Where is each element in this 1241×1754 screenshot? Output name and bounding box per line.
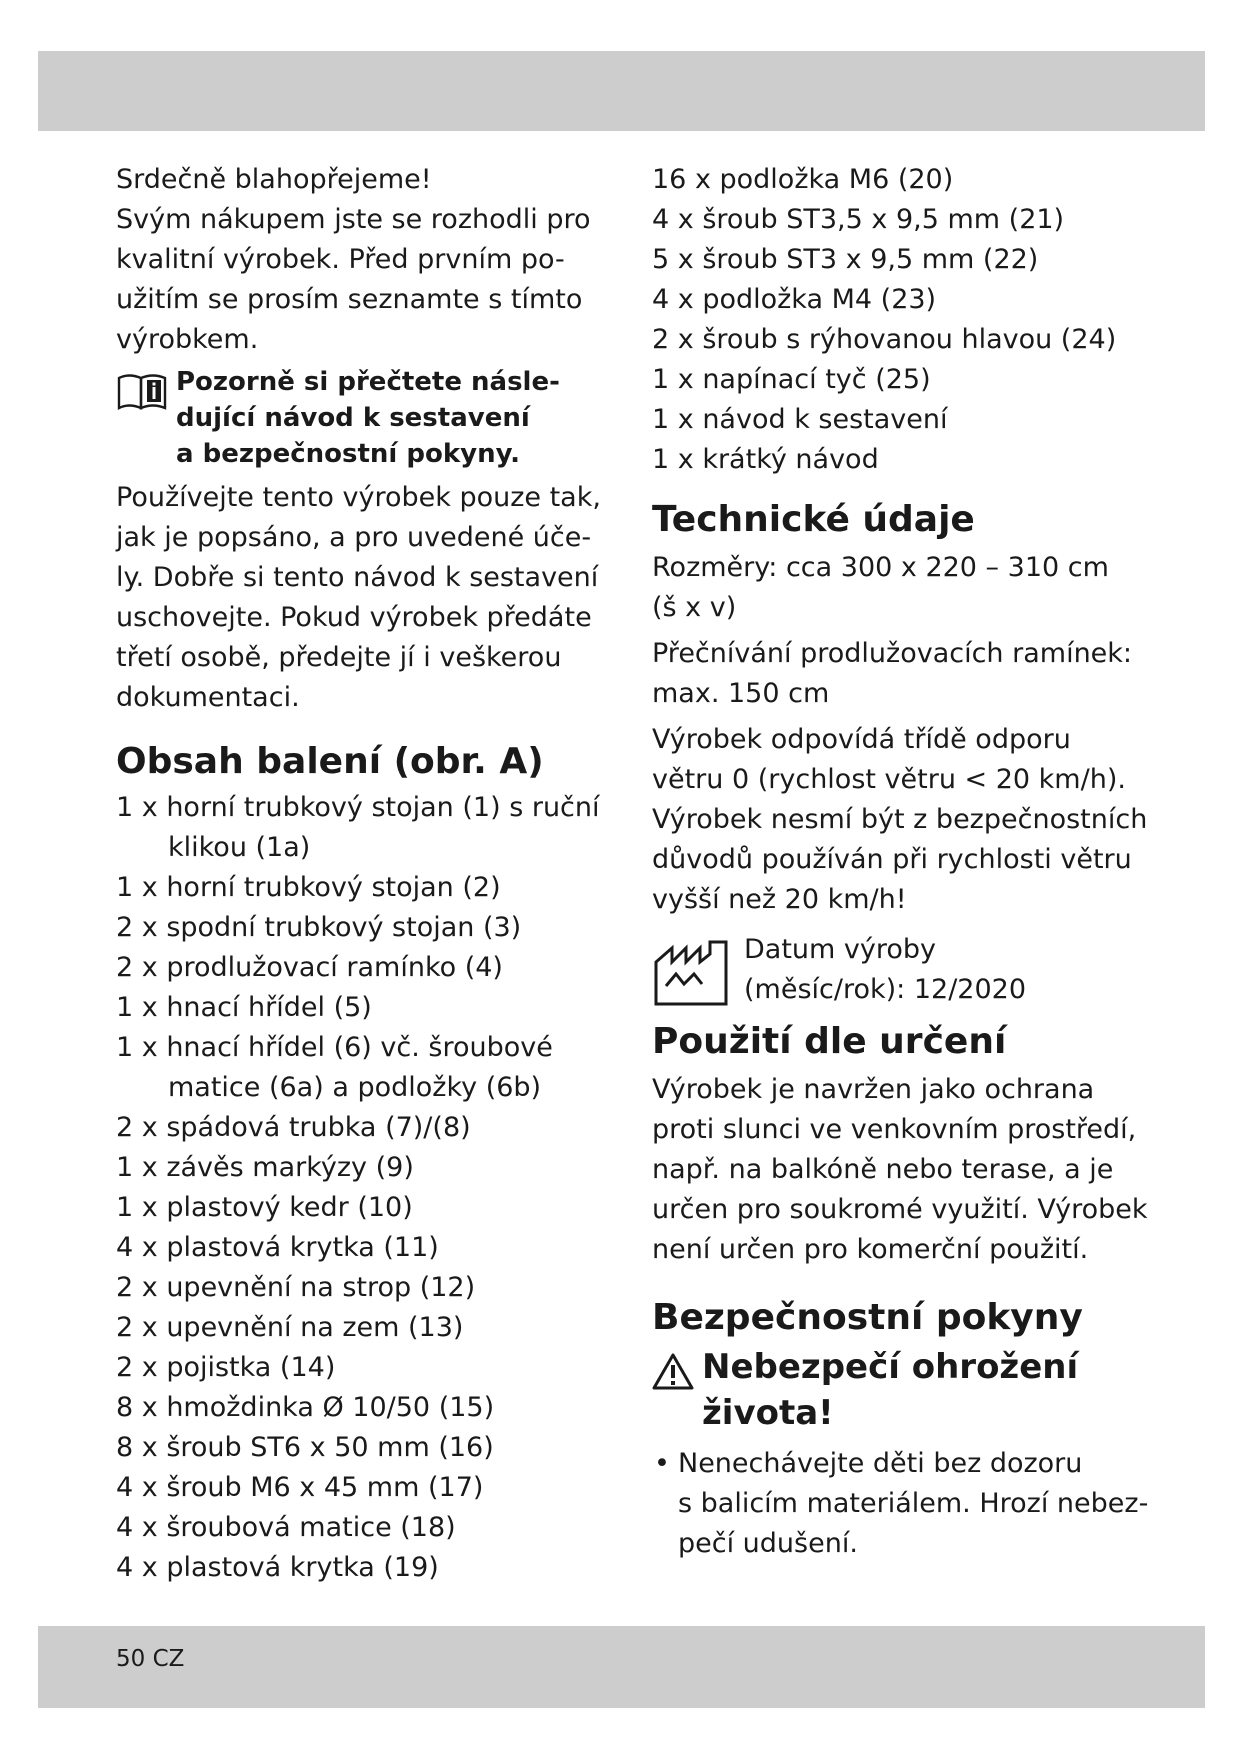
intro-line: výrobkem. [116, 324, 259, 355]
list-item: 1 x závěs markýzy (9) [116, 1152, 414, 1183]
list-item: 4 x šroub M6 x 45 mm (17) [116, 1472, 484, 1503]
list-item: 1 x krátký návod [652, 444, 879, 475]
danger-line: života! [702, 1393, 834, 1433]
manual-info-icon [116, 372, 168, 410]
list-item: 1 x návod k sestavení [652, 404, 948, 435]
package-list [116, 788, 606, 1588]
intended-line: určen pro soukromé využití. Výrobek [652, 1194, 1148, 1225]
bullet-line: pečí udušení. [678, 1528, 858, 1559]
list-item: 2 x spodní trubkový stojan (3) [116, 912, 522, 943]
list-item: 4 x podložka M4 (23) [652, 284, 937, 315]
intended-line: není určen pro komerční použití. [652, 1234, 1089, 1265]
intro-line: užitím se prosím seznamte s tímto [116, 284, 583, 315]
list-item: 8 x šroub ST6 x 50 mm (16) [116, 1432, 494, 1463]
list-item: 8 x hmoždinka Ø 10/50 (15) [116, 1392, 495, 1423]
warning-triangle-icon [652, 1352, 694, 1390]
list-item: 1 x hnací hřídel (6) vč. šroubové matice (6a) a podložky (6b) [116, 1032, 553, 1103]
list-item: 2 x upevnění na zem (13) [116, 1312, 464, 1343]
wind-line: důvodů používán při rychlosti větru [652, 844, 1132, 875]
read-instructions-note [116, 364, 606, 472]
tech-heading: Technické údaje [652, 499, 975, 540]
dims-line: Rozměry: cca 300 x 220 – 310 cm [652, 552, 1109, 583]
list-item: 4 x šroubová matice (18) [116, 1512, 456, 1543]
package-list-continued [652, 160, 1162, 480]
footer-band [38, 1626, 1205, 1708]
usage-line: dokumentaci. [116, 682, 300, 713]
list-item: 1 x horní trubkový stojan (2) [116, 872, 501, 903]
list-item: 1 x hnací hřídel (5) [116, 992, 372, 1023]
package-heading: Obsah balení (obr. A) [116, 741, 544, 782]
usage-line: uschovejte. Pokud výrobek předáte [116, 602, 592, 633]
list-item: 1 x horní trubkový stojan (1) s ruční klikou (1a) [116, 792, 600, 863]
usage-line: třetí osobě, předejte jí i veškerou [116, 642, 562, 673]
list-item: 4 x plastová krytka (11) [116, 1232, 439, 1263]
wind-line: Výrobek nesmí být z bezpečnostních [652, 804, 1148, 835]
intended-use-heading: Použití dle určení [652, 1021, 1007, 1062]
intended-line: např. na balkóně nebo terase, a je [652, 1154, 1114, 1185]
manufacture-line: Datum výroby [744, 934, 937, 965]
intended-line: Výrobek je navržen jako ochrana [652, 1074, 1095, 1105]
danger-warning [652, 1344, 1162, 1436]
list-item: 4 x šroub ST3,5 x 9,5 mm (21) [652, 204, 1065, 235]
usage-line: ly. Dobře si tento návod k sestavení [116, 562, 599, 593]
list-item: 16 x podložka M6 (20) [652, 164, 954, 195]
bullet-line: • Nenechávejte děti bez dozoru [678, 1448, 1083, 1479]
wind-line: Výrobek odpovídá třídě odporu [652, 724, 1071, 755]
manufacture-line: (měsíc/rok): 12/2020 [744, 974, 1026, 1005]
factory-icon [652, 938, 732, 1006]
safety-bullet [652, 1444, 1162, 1564]
note-line: a bezpečnostní pokyny. [176, 439, 521, 469]
wind-line: vyšší než 20 km/h! [652, 884, 907, 915]
danger-line: Nebezpečí ohrožení [702, 1347, 1079, 1387]
bullet-line: s balicím materiálem. Hrozí nebez- [678, 1488, 1149, 1519]
list-item: 2 x spádová trubka (7)/(8) [116, 1112, 471, 1143]
list-item: 2 x šroub s rýhovanou hlavou (24) [652, 324, 1117, 355]
list-item: 4 x plastová krytka (19) [116, 1552, 439, 1583]
intended-line: proti slunci ve venkovním prostředí, [652, 1114, 1137, 1145]
list-item: 2 x upevnění na strop (12) [116, 1272, 476, 1303]
note-line: Pozorně si přečtete násle- [176, 367, 560, 397]
dims-line: (š x v) [652, 592, 737, 623]
intro-line: Svým nákupem jste se rozhodli pro [116, 204, 591, 235]
list-item: 1 x plastový kedr (10) [116, 1192, 413, 1223]
usage-line: jak je popsáno, a pro uvedené úče- [116, 522, 592, 553]
left-column [116, 160, 606, 1588]
intro-line: kvalitní výrobek. Před prvním po- [116, 244, 565, 275]
right-column [652, 160, 1162, 1564]
header-band [38, 51, 1205, 131]
list-item: 2 x prodlužovací ramínko (4) [116, 952, 503, 983]
manufacture-date [652, 930, 1162, 1010]
note-line: dující návod k sestavení [176, 403, 530, 433]
usage-line: Používejte tento výrobek pouze tak, [116, 482, 601, 513]
list-item: 2 x pojistka (14) [116, 1352, 336, 1383]
intro-line: Srdečně blahopřejeme! [116, 164, 432, 195]
overhang-line: Přečnívání prodlužovacích ramínek: [652, 638, 1133, 669]
list-item: 1 x napínací tyč (25) [652, 364, 931, 395]
safety-heading: Bezpečnostní pokyny [652, 1297, 1083, 1338]
wind-line: větru 0 (rychlost větru < 20 km/h). [652, 764, 1126, 795]
page-number: 50 CZ [116, 1646, 185, 1672]
list-item: 5 x šroub ST3 x 9,5 mm (22) [652, 244, 1039, 275]
overhang-line: max. 150 cm [652, 678, 830, 709]
